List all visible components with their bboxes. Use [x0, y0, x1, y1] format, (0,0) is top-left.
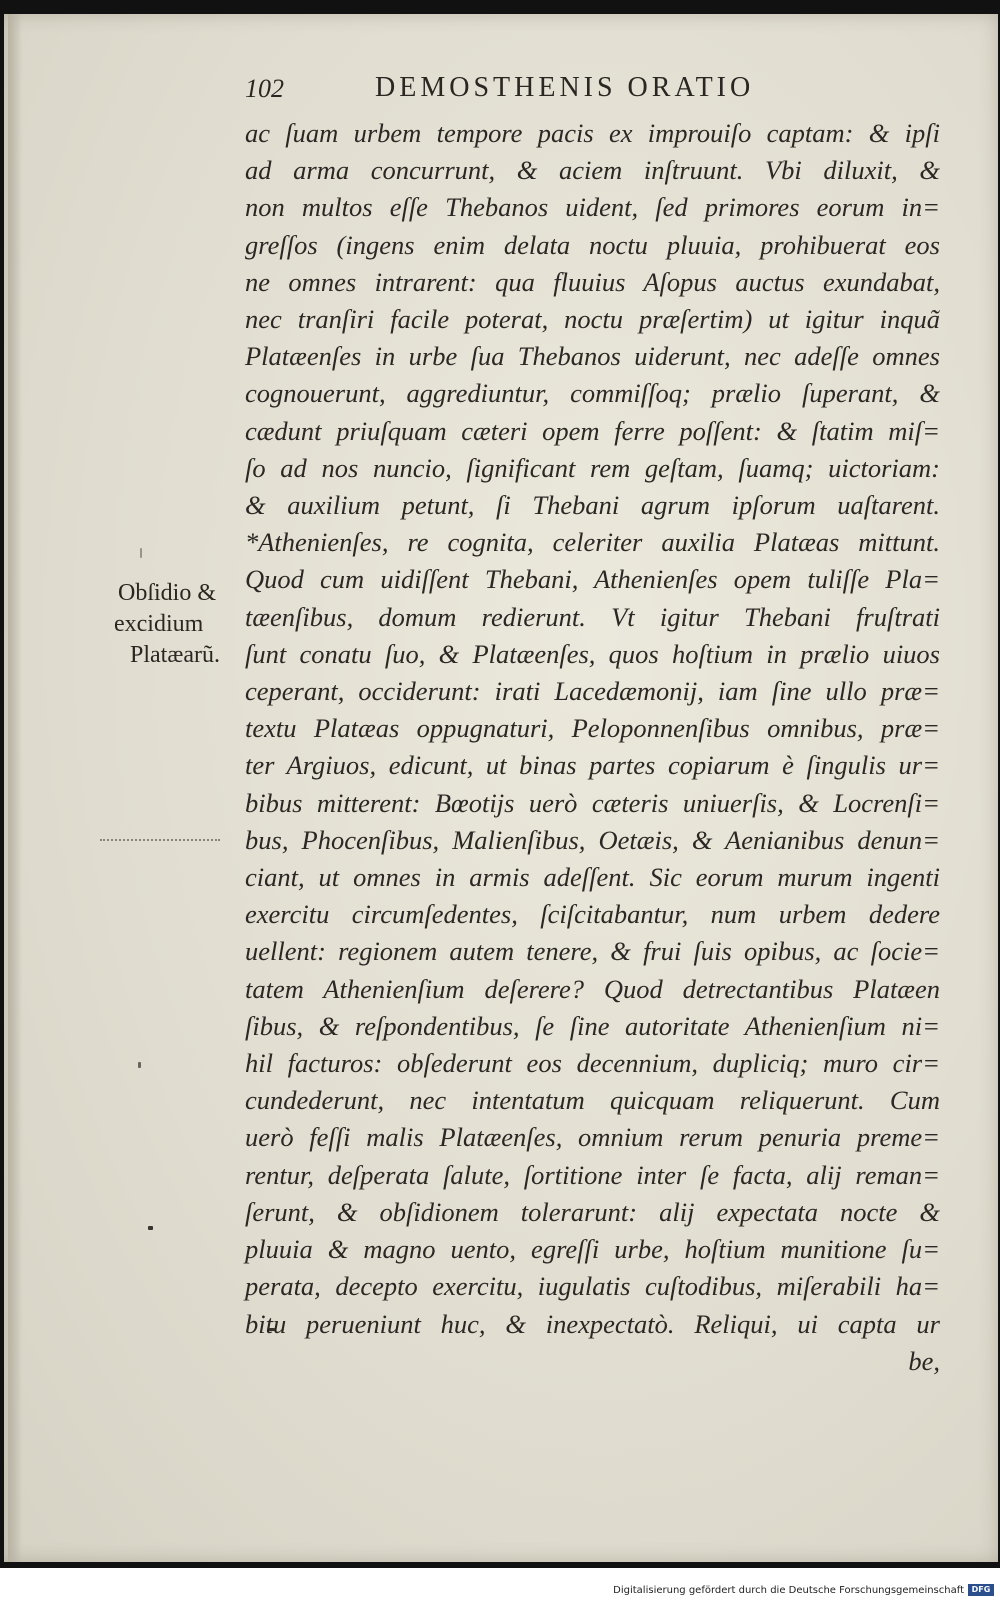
catchword: be,	[908, 1345, 940, 1376]
margin-note-line: Obſidio &	[118, 580, 217, 606]
digitization-credit: Digitalisierung gefördert durch die Deutsche Forschungsgemeinschaft	[613, 1585, 964, 1596]
text-line: tatem Athenienſium deſerere? Quod detrectantibus Platæen	[245, 973, 940, 1004]
margin-note-line: Platæarũ.	[130, 642, 220, 668]
ink-speck	[148, 1226, 153, 1230]
text-line: nec tranſiri facile poterat, noctu præſertim) ut igitur inquã	[245, 304, 940, 335]
text-line: non multos eſſe Thebanos uident, ſed primores eorum in=	[245, 192, 940, 223]
text-line: bibus mitterent: Bœotijs uerò cæteris uniuerſis, & Locrenſi=	[245, 787, 940, 818]
text-line: bitu perueniunt huc, & inexpectatò. Reliqui, ui capta ur	[245, 1308, 940, 1339]
page-gutter-shadow	[8, 14, 22, 1562]
text-line: Platæenſes in urbe ſua Thebanos uiderunt, nec adeſſe omnes	[245, 341, 940, 372]
text-line: ſo ad nos nuncio, ſignificant rem geſtam, ſuamq; uictoriam:	[245, 452, 940, 483]
running-head-title: DEMOSTHENIS ORATIO	[375, 72, 755, 103]
text-line: perata, decepto exercitu, iugulatis cuſtodibus, miſerabili ha=	[245, 1271, 940, 1302]
ink-speck	[138, 1062, 141, 1068]
text-line: ac ſuam urbem tempore pacis ex improuiſo captam: & ipſi	[245, 118, 940, 148]
text-line: ter Argiuos, edicunt, ut binas partes copiarum è ſingulis ur=	[245, 750, 940, 781]
text-line: ſerunt, & obſidionem tolerarunt: alij expectata nocte &	[245, 1196, 940, 1227]
text-line: bus, Phocenſibus, Malienſibus, Oetæis, & Aenianibus denun=	[245, 824, 940, 855]
text-line: uellent: regionem autem tenere, & frui ſuis opibus, ac ſocie=	[245, 936, 940, 967]
text-line: cundederunt, nec intentatum quicquam reliquerunt. Cum	[245, 1085, 940, 1116]
text-line: exercitu circumſedentes, ſciſcitabantur, num urbem dedere	[245, 899, 940, 930]
text-line: cædunt priuſquam cæteri opem ferre poſſent: & ſtatim miſ=	[245, 415, 940, 446]
text-line: rentur, deſperata ſalute, ſortitione inter ſe facta, alij reman=	[245, 1159, 940, 1190]
text-line: ne omnes intrarent: qua fluuius Aſopus auctus exundabat,	[245, 266, 940, 297]
dotted-divider	[100, 839, 220, 841]
running-head	[245, 72, 835, 112]
text-line: ad arma concurrunt, & aciem inſtruunt. Vbi diluxit, &	[245, 155, 940, 186]
text-line: greſſos (ingens enim delata noctu pluuia, prohibuerat eos	[245, 229, 940, 260]
text-line: textu Platæas oppugnaturi, Peloponnenſibus omnibus, præ=	[245, 713, 940, 744]
body-text	[245, 115, 940, 1380]
margin-note	[110, 578, 240, 671]
text-line: *Athenienſes, re cognita, celeriter auxilia Platæas mittunt.	[245, 527, 940, 558]
text-line: pluuia & magno uento, egreſſi urbe, hoſtium munitione ſu=	[245, 1234, 940, 1265]
text-line: ſunt conatu ſuo, & Platæenſes, quos hoſtium in prælio uiuos	[245, 638, 940, 669]
text-line: ceperant, occiderunt: irati Lacedæmonij, iam ſine ullo præ=	[245, 676, 940, 707]
ink-speck	[140, 548, 142, 558]
text-line: & auxilium petunt, ſi Thebani agrum ipſorum uaſtarent.	[245, 490, 940, 521]
text-line: ſibus, & reſpondentibus, ſe ſine autoritate Athenienſium ni=	[245, 1010, 940, 1041]
text-line: tæenſibus, domum redierunt. Vt igitur Thebani fruſtrati	[245, 601, 940, 632]
text-line: Quod cum uidiſſent Thebani, Athenienſes opem tuliſſe Pla=	[245, 564, 940, 595]
text-line: cognouerunt, aggrediuntur, commiſſoq; prælio ſuperant, &	[245, 378, 940, 409]
text-line: hil facturos: obſederunt eos decennium, dupliciq; muro cir=	[245, 1048, 940, 1079]
text-line: ciant, ut omnes in armis adeſſent. Sic eorum murum ingenti	[245, 862, 940, 893]
margin-note-line: excidium	[114, 611, 204, 637]
text-line: uerò feſſi malis Platæenſes, omnium rerum penuria preme=	[245, 1122, 940, 1153]
page-number: 102	[245, 74, 284, 103]
dfg-logo: DFG	[968, 1584, 994, 1596]
